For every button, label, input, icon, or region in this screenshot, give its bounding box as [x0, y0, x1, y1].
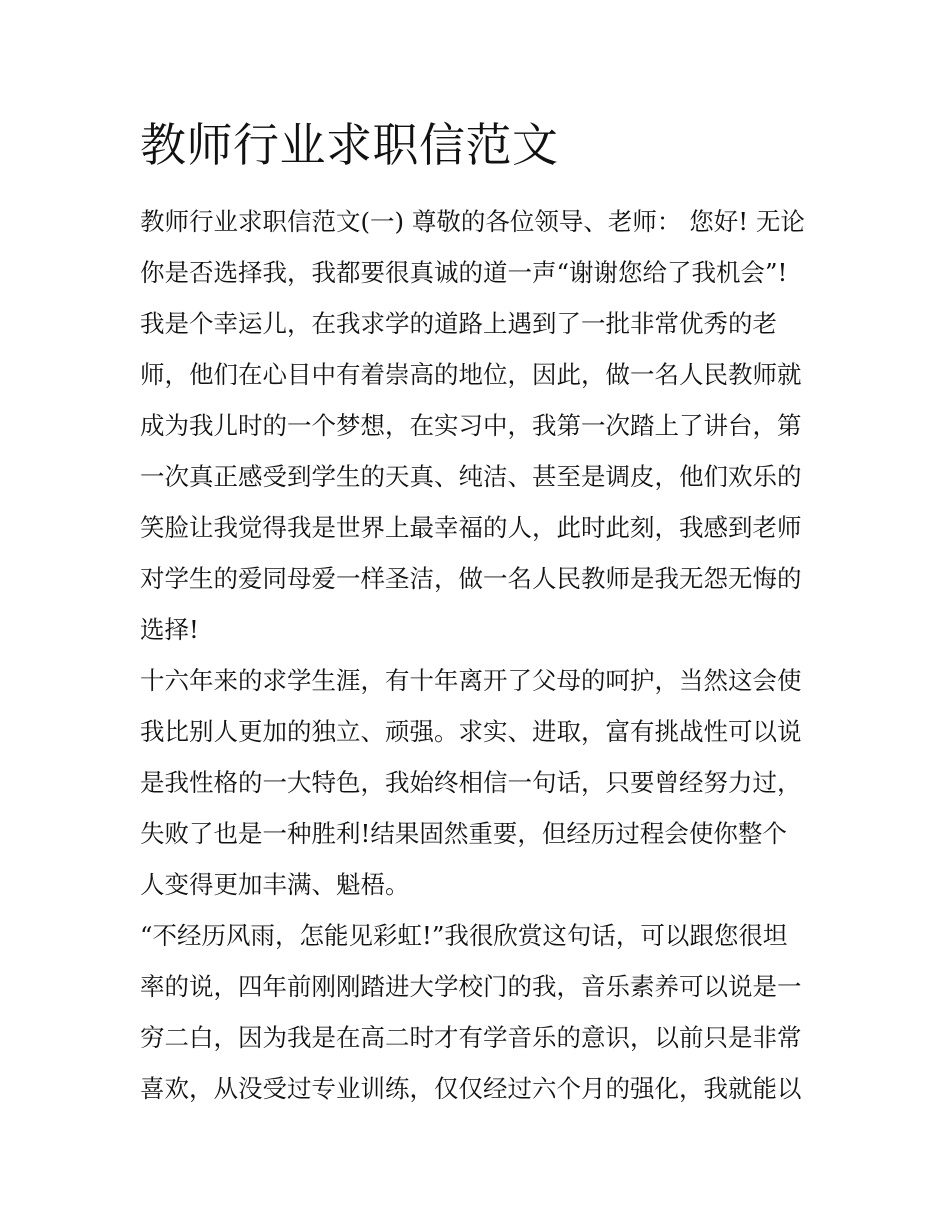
document-body — [140, 196, 820, 1114]
body-line: 我比别人更加的独立、顽强。求实、进取，富有挑战性可以说 — [140, 717, 802, 746]
body-line: 教师行业求职信范文(一) 尊敬的各位领导、老师： 您好! 无论 — [140, 207, 805, 236]
body-line: 喜欢，从没受过专业训练，仅仅经过六个月的强化，我就能以 — [140, 1074, 802, 1103]
body-line: 选择! — [140, 615, 199, 644]
body-line: 穷二白，因为我是在高二时才有学音乐的意识，以前只是非常 — [140, 1023, 802, 1052]
body-line: 师，他们在心目中有着崇高的地位，因此，做一名人民教师就 — [140, 360, 802, 389]
body-line: 我是个幸运儿，在我求学的道路上遇到了一批非常优秀的老 — [140, 309, 777, 338]
body-line: 你是否选择我，我都要很真诚的道一声“谢谢您给了我机会”! — [140, 258, 788, 287]
body-line: 成为我儿时的一个梦想，在实习中，我第一次踏上了讲台，第 — [140, 411, 802, 440]
body-line: 人变得更加丰满、魁梧。 — [140, 870, 410, 899]
body-line: 十六年来的求学生涯，有十年离开了父母的呵护，当然这会使 — [140, 666, 802, 695]
body-line: “不经历风雨，怎能见彩虹!”我很欣赏这句话，可以跟您很坦 — [140, 921, 788, 950]
body-line: 是我性格的一大特色，我始终相信一句话，只要曾经努力过， — [140, 768, 802, 797]
body-line: 笑脸让我觉得我是世界上最幸福的人，此时此刻，我感到老师 — [140, 513, 802, 542]
body-line: 失败了也是一种胜利!结果固然重要，但经历过程会使你整个 — [140, 819, 787, 848]
body-line: 率的说，四年前刚刚踏进大学校门的我，音乐素养可以说是一 — [140, 972, 802, 1001]
document-title: 教师行业求职信范文 — [140, 118, 559, 172]
body-line: 一次真正感受到学生的天真、纯洁、甚至是调皮，他们欢乐的 — [140, 462, 802, 491]
body-line: 对学生的爱同母爱一样圣洁，做一名人民教师是我无怨无悔的 — [140, 564, 802, 593]
